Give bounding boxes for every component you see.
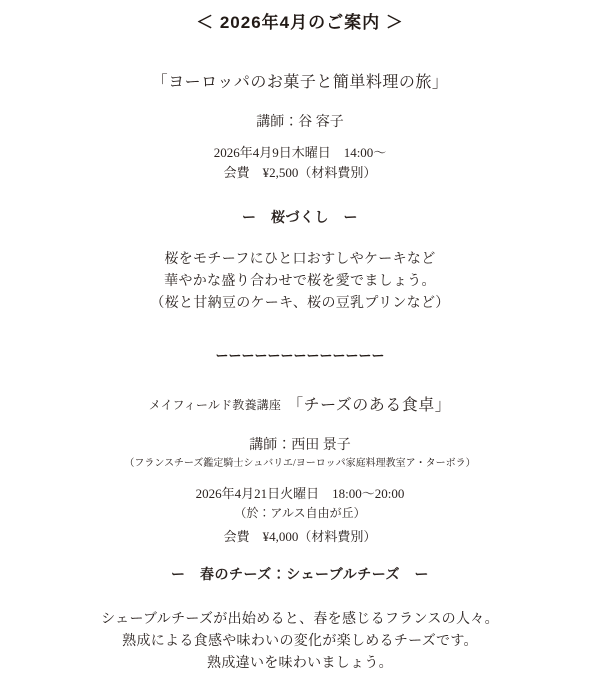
course1-instructor: 講師：谷 容子 (256, 115, 344, 130)
course2-description-line-1: シェーブルチーズが出始めると、春を感じるフランスの人々。 (101, 610, 499, 626)
course-section-1 (0, 73, 600, 313)
course1-theme-heading: ー 桜づくし ー (242, 209, 358, 225)
course1-datetime: 2026年4月9日木曜日 14:00～ (213, 145, 387, 160)
course1-description (0, 247, 600, 313)
course2-datetime: 2026年4月21日火曜日 18:00～20:00 (195, 486, 405, 501)
course1-fee: 会費 ¥2,500（材料費別） (223, 165, 377, 180)
section-divider: ーーーーーーーーーーーーー (215, 348, 385, 363)
course1-description-line-3: （桜と甘納豆のケーキ、桜の豆乳プリンなど） (150, 294, 450, 310)
course2-series-label: メイフィールド教養講座 (148, 398, 282, 412)
course2-description-line-3: 熟成違いを味わいましょう。 (207, 654, 393, 670)
course2-description (0, 607, 600, 673)
course2-instructor: 講師：西田 景子 (249, 438, 351, 453)
course-section-2 (0, 392, 600, 673)
course2-description-line-2: 熟成による食感や味わいの変化が楽しめるチーズです。 (122, 632, 478, 648)
course2-fee: 会費 ¥4,000（材料費別） (223, 529, 377, 544)
course2-instructor-note: （フランスチーズ鑑定騎士シュバリエ/ヨーロッパ家庭料理教室ア・ターボラ） (124, 458, 476, 469)
course2-theme-heading: ー 春のチーズ：シェーブルチーズ ー (170, 566, 430, 582)
course2-venue: （於：アルス自由が丘） (234, 506, 366, 520)
course2-title: 「チーズのある食卓」 (287, 397, 452, 414)
course1-description-line-1: 桜をモチーフにひと口おすしやケーキなど (164, 250, 436, 266)
course2-title-row (0, 392, 600, 417)
course1-title: 「ヨーロッパのお菓子と簡単料理の旅」 (151, 74, 449, 91)
page-title: ＜ 2026年4月のご案内 ＞ (196, 13, 404, 32)
course1-description-line-2: 華やかな盛り合わせで桜を愛でましょう。 (164, 272, 436, 288)
